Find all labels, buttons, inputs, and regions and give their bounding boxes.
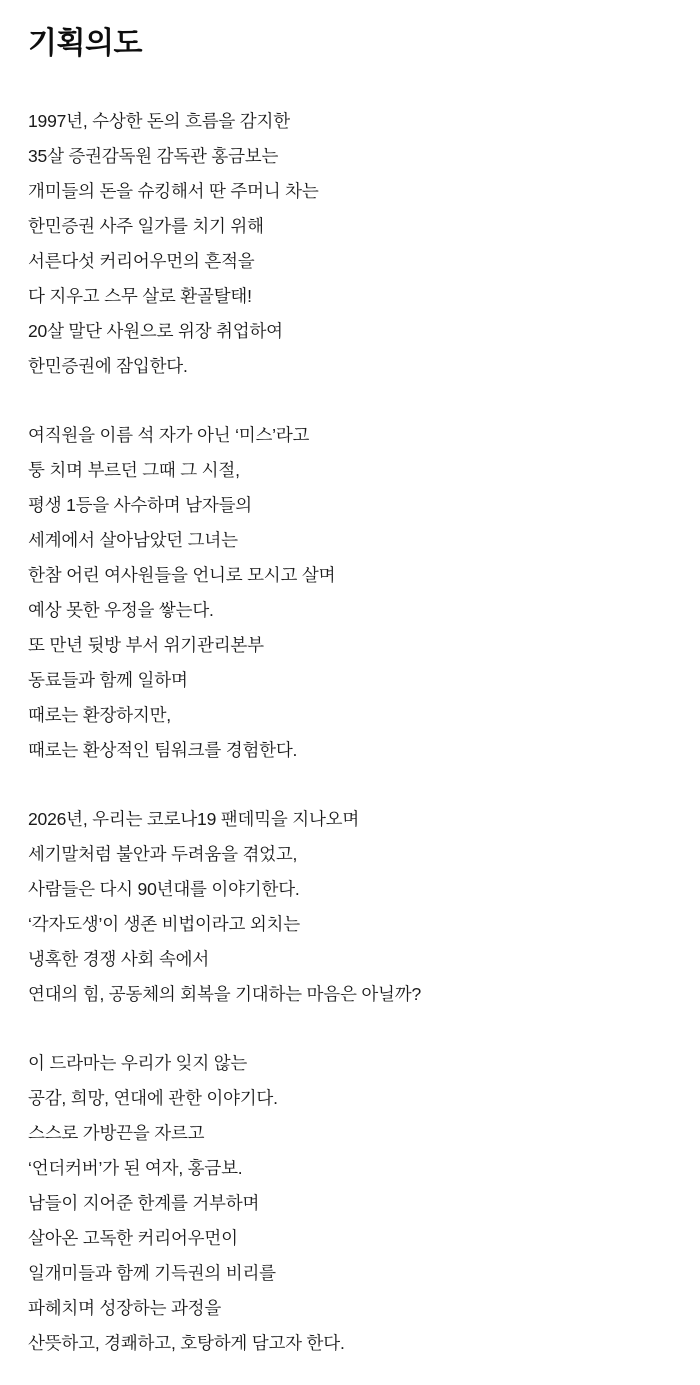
paragraph-4 xyxy=(28,1046,672,1361)
paragraph-line: 예상 못한 우정을 쌓는다. xyxy=(28,600,214,620)
paragraph-line: 파헤치며 성장하는 과정을 xyxy=(28,1298,222,1318)
paragraph-1 xyxy=(28,104,672,384)
paragraph-line: 동료들과 함께 일하며 xyxy=(28,670,188,690)
paragraph-line: 스스로 가방끈을 자르고 xyxy=(28,1123,205,1143)
paragraph-line: 살아온 고독한 커리어우먼이 xyxy=(28,1228,238,1248)
paragraph-line: 1997년, 수상한 돈의 흐름을 감지한 xyxy=(28,111,290,131)
paragraph-line: 때로는 환장하지만, xyxy=(28,705,171,725)
paragraph-line: 사람들은 다시 90년대를 이야기한다. xyxy=(28,879,300,899)
paragraph-3 xyxy=(28,802,672,1012)
paragraph-line: ‘각자도생’이 생존 비법이라고 외치는 xyxy=(28,914,300,934)
paragraph-line: ‘언더커버’가 된 여자, 홍금보. xyxy=(28,1158,243,1178)
paragraph-line: 2026년, 우리는 코로나19 팬데믹을 지나오며 xyxy=(28,809,360,829)
paragraph-line: 공감, 희망, 연대에 관한 이야기다. xyxy=(28,1088,278,1108)
page-title: 기획의도 xyxy=(28,27,142,60)
paragraph-line: 한참 어린 여사원들을 언니로 모시고 살며 xyxy=(28,565,336,585)
paragraph-line: 평생 1등을 사수하며 남자들의 xyxy=(28,495,252,515)
paragraph-line: 여직원을 이름 석 자가 아닌 ‘미스’라고 xyxy=(28,425,310,445)
paragraph-line: 다 지우고 스무 살로 환골탈태! xyxy=(28,286,252,306)
paragraph-line: 서른다섯 커리어우먼의 흔적을 xyxy=(28,251,255,271)
paragraph-line: 또 만년 뒷방 부서 위기관리본부 xyxy=(28,635,264,655)
paragraph-line: 한민증권에 잠입한다. xyxy=(28,356,188,376)
paragraph-2 xyxy=(28,418,672,768)
paragraph-line: 35살 증권감독원 감독관 홍금보는 xyxy=(28,146,279,166)
paragraph-line: 남들이 지어준 한계를 거부하며 xyxy=(28,1193,260,1213)
paragraph-line: 냉혹한 경쟁 사회 속에서 xyxy=(28,949,210,969)
paragraph-line: 개미들의 돈을 슈킹해서 딴 주머니 차는 xyxy=(28,181,319,201)
paragraph-line: 이 드라마는 우리가 잊지 않는 xyxy=(28,1053,248,1073)
paragraph-line: 세계에서 살아남았던 그녀는 xyxy=(28,530,238,550)
paragraph-line: 때로는 환상적인 팀워크를 경험한다. xyxy=(28,740,298,760)
paragraph-line: 연대의 힘, 공동체의 회복을 기대하는 마음은 아닐까? xyxy=(28,984,421,1004)
paragraph-line: 한민증권 사주 일가를 치기 위해 xyxy=(28,216,264,236)
paragraph-line: 산뜻하고, 경쾌하고, 호탕하게 담고자 한다. xyxy=(28,1333,345,1353)
paragraph-line: 20살 말단 사원으로 위장 취업하여 xyxy=(28,321,283,341)
document-body xyxy=(28,104,672,1361)
paragraph-line: 일개미들과 함께 기득권의 비리를 xyxy=(28,1263,276,1283)
paragraph-line: 세기말처럼 불안과 두려움을 겪었고, xyxy=(28,844,298,864)
paragraph-line: 퉁 치며 부르던 그때 그 시절, xyxy=(28,460,240,480)
